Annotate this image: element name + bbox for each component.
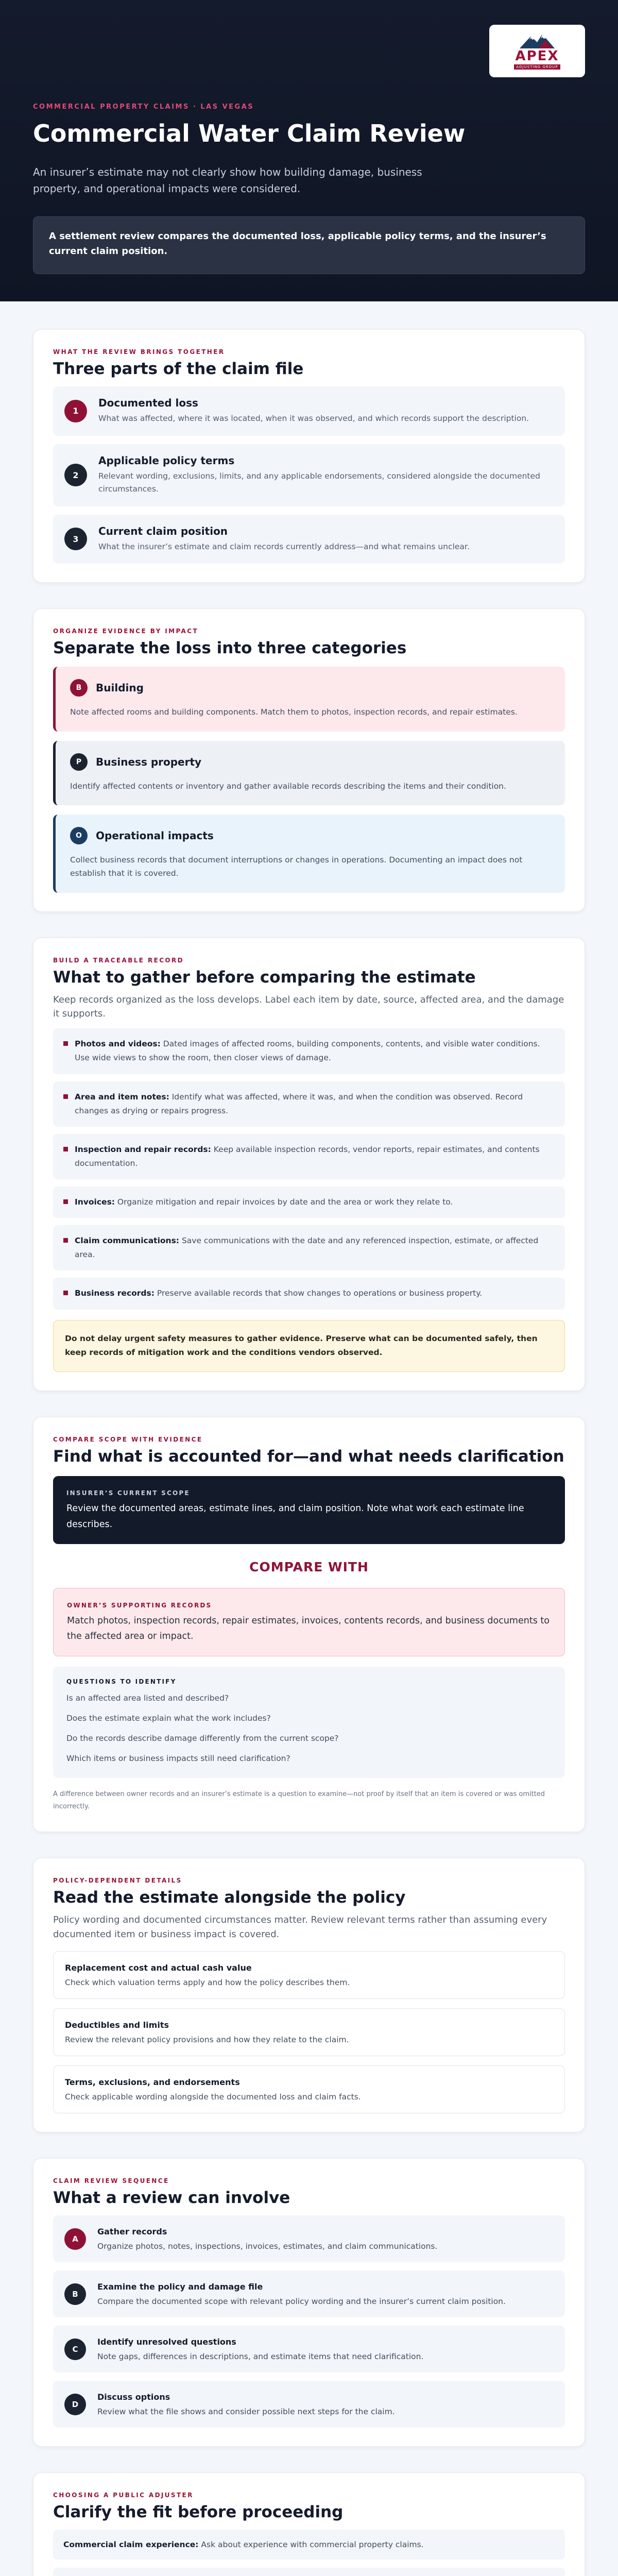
section-title: What a review can involve xyxy=(53,2189,290,2208)
item-text: Save communications with the date and any referenced inspection, estimate, or affected area. xyxy=(75,1236,539,1260)
step-title: Gather records xyxy=(97,2227,167,2237)
logo-subtitle: ADJUSTING GROUP xyxy=(514,64,560,70)
category-business-property xyxy=(53,741,565,806)
box-text: Match photos, inspection records, repair estimates, invoices, contents records, and business documents to the affected area or impact. xyxy=(67,1615,550,1642)
category-title: Operational impacts xyxy=(96,829,214,842)
item-description: Relevant wording, exclusions, limits, and any applicable endorsements, considered alongside the documented circumstances. xyxy=(98,471,540,494)
section-categories xyxy=(33,608,585,911)
list-item xyxy=(53,2568,565,2576)
step-title: Identify unresolved questions xyxy=(97,2337,236,2347)
item-label: Area and item notes: xyxy=(75,1092,169,1101)
section-eyebrow: BUILD A TRACEABLE RECORD xyxy=(53,956,184,964)
list-item xyxy=(53,1225,565,1270)
section-title: Three parts of the claim file xyxy=(53,360,304,378)
item-description: Check applicable wording alongside the documented loss and claim facts. xyxy=(65,2092,361,2102)
item-title: Replacement cost and actual cash value xyxy=(65,1963,252,1973)
step-title: Discuss options xyxy=(97,2392,170,2402)
category-description: Identify affected contents or inventory and gather available records describing the items and their condition. xyxy=(70,781,506,791)
section-eyebrow: POLICY-DEPENDENT DETAILS xyxy=(53,1877,182,1885)
step-badge: B xyxy=(64,2283,86,2305)
list-item xyxy=(53,2530,565,2560)
section-choosing-adjuster xyxy=(33,2472,585,2576)
section-title: What to gather before comparing the estimate xyxy=(53,968,476,987)
item-description: What the insurer’s estimate and claim records currently address—and what remains unclear. xyxy=(98,541,470,551)
owner-records-box xyxy=(53,1588,565,1656)
step-title: Examine the policy and damage file xyxy=(97,2282,263,2292)
category-building xyxy=(53,667,565,732)
item-label: Photos and videos: xyxy=(75,1039,161,1049)
category-operational-impacts xyxy=(53,815,565,892)
page-title: Commercial Water Claim Review xyxy=(33,120,466,147)
step-badge: C xyxy=(64,2338,86,2360)
box-text: Review the documented areas, estimate lines, and claim position. Note what work each estimate line describes. xyxy=(66,1503,524,1530)
section-policy xyxy=(33,1858,585,2132)
safety-warning: Do not delay urgent safety measures to gather evidence. Preserve what can be documented safely, then keep records of mitigation work and the conditions vendors observed. xyxy=(53,1320,565,1372)
question-item: Does the estimate explain what the work includes? xyxy=(66,1713,271,1723)
step-description: Compare the documented scope with relevant policy wording and the insurer’s current claim position. xyxy=(97,2297,506,2307)
section-title: Separate the loss into three categories xyxy=(53,639,407,658)
list-item xyxy=(53,1028,565,1074)
item-description: Review the relevant policy provisions and how they relate to the claim. xyxy=(65,2035,349,2045)
section-title: Read the estimate alongside the policy xyxy=(53,1888,406,1907)
item-label: Claim communications: xyxy=(75,1236,180,1246)
list-item xyxy=(53,1081,565,1127)
mountain-icon xyxy=(519,33,556,48)
company-logo[interactable] xyxy=(489,25,585,77)
step-badge: A xyxy=(64,2228,86,2250)
item-text: Organize mitigation and repair invoices by date and the area or work they relate to. xyxy=(115,1197,453,1207)
category-title: Business property xyxy=(96,755,202,768)
item-text: Identify what was affected, where it was, and when the condition was observed. Record changes as drying or repairs progress. xyxy=(75,1092,523,1115)
step-description: Organize photos, notes, inspections, invoices, estimates, and claim communications. xyxy=(97,2242,438,2251)
item-label: Business records: xyxy=(75,1289,154,1298)
sequence-step xyxy=(53,2381,565,2428)
item-text: Dated images of affected rooms, building components, contents, and visible water conditions. Use wide views to show the room, then closer views of damage. xyxy=(75,1039,540,1063)
insurer-scope-box xyxy=(53,1476,565,1544)
category-description: Collect business records that document interruptions or changes in operations. Documenting an impact does not establish that it is covered. xyxy=(70,855,523,878)
list-item xyxy=(53,444,565,506)
question-item: Is an affected area listed and described? xyxy=(66,1693,229,1703)
list-item xyxy=(53,386,565,436)
hero-callout: A settlement review compares the documented loss, applicable policy terms, and the insurer’s current claim position. xyxy=(33,216,585,274)
item-title: Deductibles and limits xyxy=(65,2020,169,2030)
step-description: Review what the file shows and consider possible next steps for the claim. xyxy=(97,2407,395,2417)
policy-item xyxy=(53,2065,565,2113)
hero xyxy=(0,0,618,301)
item-title: Applicable policy terms xyxy=(98,454,235,467)
item-title: Documented loss xyxy=(98,397,198,409)
section-title: Find what is accounted for—and what needs clarification xyxy=(53,1447,564,1466)
category-title: Building xyxy=(96,682,144,694)
item-label: Inspection and repair records: xyxy=(75,1144,211,1154)
hero-lede: An insurer’s estimate may not clearly show how building damage, business property, and operational impacts were considered. xyxy=(33,166,422,195)
section-sequence xyxy=(33,2158,585,2447)
section-eyebrow: CHOOSING A PUBLIC ADJUSTER xyxy=(53,2492,194,2499)
step-description: Note gaps, differences in descriptions, and estimate items that need clarification. xyxy=(97,2352,424,2362)
question-item: Do the records describe damage differently from the current scope? xyxy=(66,1734,339,1743)
item-text: Preserve available records that show changes to operations or business property. xyxy=(154,1289,483,1298)
step-badge: 1 xyxy=(64,400,87,422)
section-eyebrow: COMPARE SCOPE WITH EVIDENCE xyxy=(53,1436,203,1444)
sequence-step xyxy=(53,2326,565,2372)
section-intro: Keep records organized as the loss develops. Label each item by date, source, affected area, and the damage it supports. xyxy=(53,994,564,1020)
section-gather xyxy=(33,938,585,1392)
category-badge: P xyxy=(70,753,88,771)
step-badge: D xyxy=(64,2394,86,2415)
question-item: Which items or business impacts still need clarification? xyxy=(66,1754,290,1764)
logo-wordmark: APEX xyxy=(515,48,559,64)
list-item xyxy=(53,1278,565,1309)
category-description: Note affected rooms and building components. Match them to photos, inspection records, and repair estimates. xyxy=(70,707,518,717)
section-eyebrow: WHAT THE REVIEW BRINGS TOGETHER xyxy=(53,348,225,355)
compare-heading: COMPARE WITH xyxy=(249,1559,369,1574)
item-label: Commercial claim experience: xyxy=(63,2540,199,2550)
box-label: QUESTIONS TO IDENTIFY xyxy=(66,1677,177,1685)
section-claim-file xyxy=(33,329,585,583)
sequence-step xyxy=(53,2270,565,2317)
policy-item xyxy=(53,2008,565,2056)
item-text: Keep available inspection records, vendor reports, repair estimates, and contents documentation. xyxy=(75,1144,540,1168)
hero-eyebrow: COMMERCIAL PROPERTY CLAIMS · LAS VEGAS xyxy=(33,103,254,111)
sequence-step xyxy=(53,2215,565,2262)
list-item xyxy=(53,1187,565,1218)
item-description: Check which valuation terms apply and how the policy describes them. xyxy=(65,1978,350,1988)
section-compare xyxy=(33,1417,585,1832)
item-label: Invoices: xyxy=(75,1197,115,1207)
section-eyebrow: ORGANIZE EVIDENCE BY IMPACT xyxy=(53,628,199,635)
item-text: Ask about experience with commercial property claims. xyxy=(198,2540,424,2550)
item-title: Terms, exclusions, and endorsements xyxy=(65,2077,240,2088)
list-item xyxy=(53,515,565,564)
item-title: Current claim position xyxy=(98,524,228,537)
box-label: INSURER’S CURRENT SCOPE xyxy=(66,1489,190,1497)
step-badge: 3 xyxy=(64,528,87,550)
section-intro: Policy wording and documented circumstances matter. Review relevant terms rather than assuming every documented item or business impact is covered. xyxy=(53,1914,547,1940)
box-label: OWNER’S SUPPORTING RECORDS xyxy=(67,1601,212,1609)
section-eyebrow: CLAIM REVIEW SEQUENCE xyxy=(53,2177,169,2185)
questions-box xyxy=(53,1667,565,1778)
item-description: What was affected, where it was located, when it was observed, and which records support the description. xyxy=(98,414,529,423)
category-badge: O xyxy=(70,827,88,844)
policy-item xyxy=(53,1951,565,1999)
step-badge: 2 xyxy=(64,464,87,486)
category-badge: B xyxy=(70,679,88,697)
section-title: Clarify the fit before proceeding xyxy=(53,2503,344,2522)
disclaimer-note: A difference between owner records and an insurer’s estimate is a question to examine—not proof by itself that an item is covered or was omitted incorrectly. xyxy=(53,1790,545,1811)
list-item xyxy=(53,1134,565,1179)
